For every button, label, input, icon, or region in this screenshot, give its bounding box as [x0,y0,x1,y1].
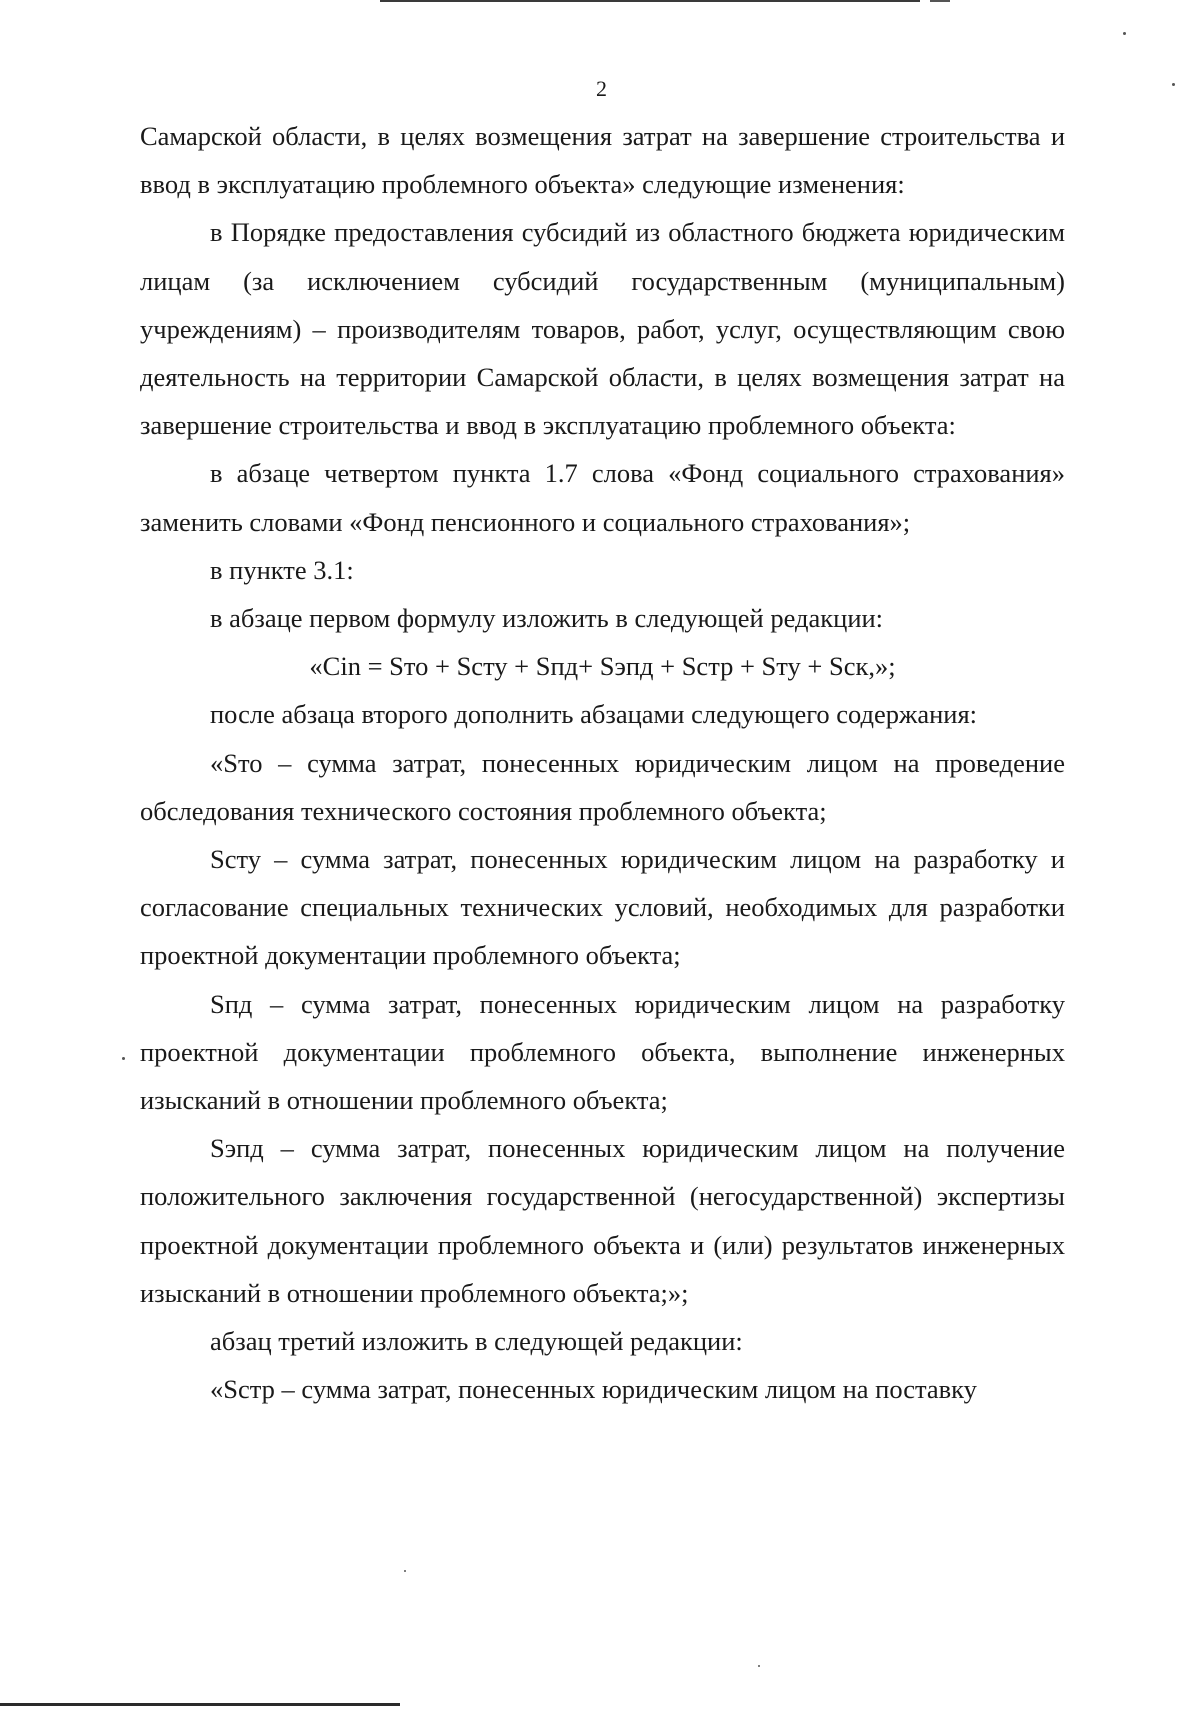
scan-edge-top-fragment [930,0,950,2]
paragraph: «Sто – сумма затрат, понесенных юридическим лицом на проведение обследования технического состояния проблемного объекта; [140,747,1065,826]
paragraph: абзац третий изложить в следующей редакции: [210,1326,743,1357]
formula: «Cin = Sто + Sсту + Sпд+ Sэпд + Sстр + Sту + Sск,»; [309,651,896,682]
document-body [140,112,1065,1413]
scan-edge-top [380,0,920,2]
scan-speck [758,1665,760,1667]
paragraph: Sпд – сумма затрат, понесенных юридическим лицом на разработку проектной документации проблемного объекта, выполнение инженерных изысканий в отношении проблемного объекта; [140,988,1065,1116]
scan-edge-bottom [0,1703,400,1706]
paragraph: в пункте 3.1: [210,554,354,585]
paragraph: в абзаце четвертом пункта 1.7 слова «Фонд социального страхования» заменить словами «Фонд пенсионного и социального страхования»; [140,458,1065,537]
paragraph: после абзаца второго дополнить абзацами следующего содержания: [210,699,978,730]
scan-speck [1123,32,1126,35]
scan-speck [404,1570,406,1572]
paragraph: Sэпд – сумма затрат, понесенных юридическим лицом на получение положительного заключения государственной (негосударственной) экспертизы проектной документации проблемного объекта и (или) результатов инженерных изысканий в отношении проблемного объекта;»; [140,1133,1065,1308]
paragraph: «Sстр – сумма затрат, понесенных юридическим лицом на поставку [210,1374,977,1405]
paragraph: Sсту – сумма затрат, понесенных юридическим лицом на разработку и согласование специальных технических условий, необходимых для разработки проектной документации проблемного объекта; [140,844,1065,971]
paragraph: Самарской области, в целях возмещения затрат на завершение строительства и ввод в эксплуатацию проблемного объекта» следующие изменения: [140,121,1065,200]
paragraph: в абзаце первом формулу изложить в следующей редакции: [210,603,884,634]
page-number: 2 [596,76,607,101]
paragraph: в Порядке предоставления субсидий из областного бюджета юридическим лицам (за исключением субсидий государственным (муниципальным) учреждениям) – производителям товаров, работ, услуг, осуществляющим свою деятельность на территории Самарской области, в целях возмещения затрат на завершение строительства и ввод в эксплуатацию проблемного объекта: [140,217,1065,441]
scan-speck [1172,83,1175,86]
scan-speck [122,1057,125,1060]
